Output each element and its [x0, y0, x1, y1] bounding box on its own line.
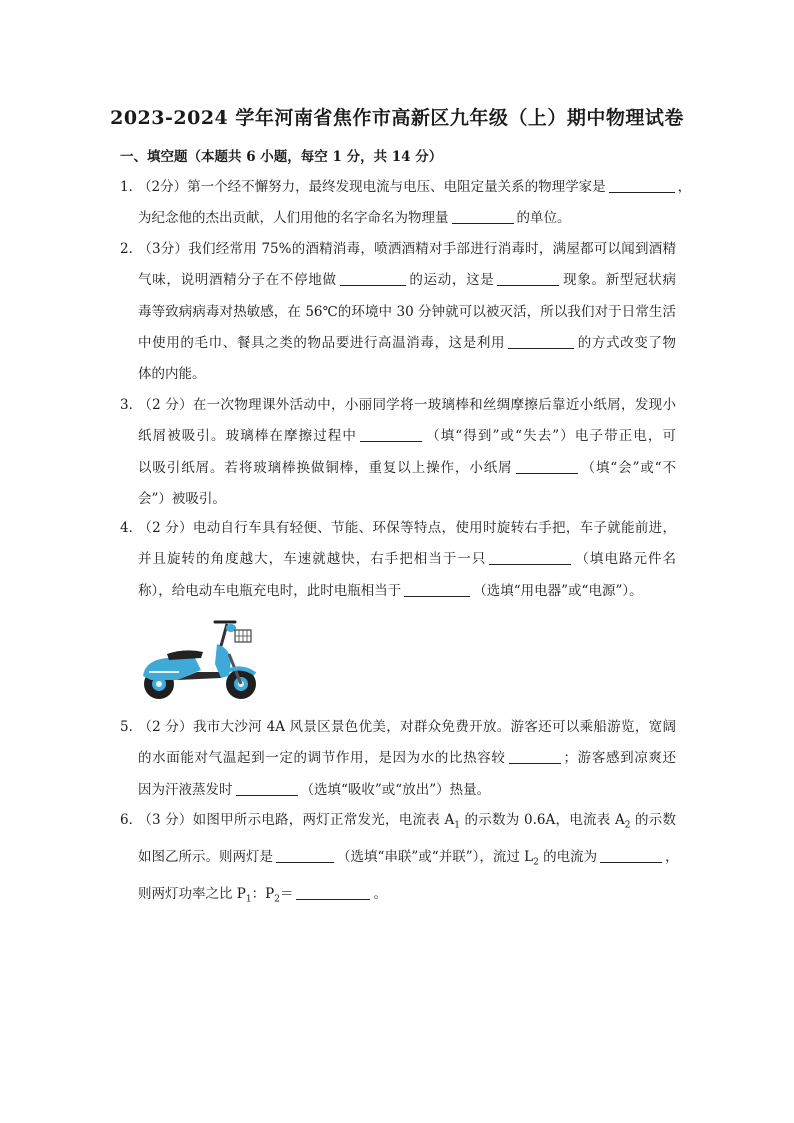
question-text: 的单位。	[516, 210, 571, 227]
question-text: 毒等致病病毒对热敏感，在 56℃的环境中 30 分钟就可以被灭活，所以我们对于日常生活	[138, 303, 676, 320]
section-header: 一、填空题（本题共 6 小题，每空 1 分，共 14 分）	[120, 149, 443, 165]
question-text: 纸屑被吸引。玻璃棒在摩擦过程中	[138, 428, 357, 445]
question-text: （填“会”或“不	[580, 459, 676, 476]
question-text: 称），给电动车电瓶充电时，此时电瓶相当于	[138, 582, 402, 599]
answer-blank[interactable]	[360, 426, 422, 442]
question-text: 则两灯功率之比 P	[138, 885, 246, 902]
answer-blank[interactable]	[497, 270, 559, 286]
question-text: 并且旋转的角度越大，车速就越快，右手把相当于一只	[138, 551, 487, 568]
question-4	[120, 513, 676, 607]
question-number: 3．	[120, 397, 143, 413]
question-text: 的电流为	[538, 848, 598, 865]
question-text: 体的内能。	[138, 366, 206, 383]
answer-blank[interactable]	[340, 270, 406, 286]
answer-blank[interactable]	[236, 780, 298, 796]
scooter-icon	[137, 614, 259, 704]
question-text: （选填“吸收”或“放出”）热量。	[300, 781, 491, 798]
question-number: 2．	[120, 241, 143, 257]
question-text: 的方式改变了物	[577, 334, 677, 351]
answer-blank[interactable]	[508, 333, 574, 349]
question-text: 中使用的毛巾、餐具之类的物品要进行高温消毒，这是利用	[138, 334, 506, 351]
page-title: 2023-2024 学年河南省焦作市高新区九年级（上）期中物理试卷	[110, 107, 684, 129]
question-number: 5．	[120, 719, 143, 735]
answer-blank[interactable]	[509, 748, 561, 764]
question-2	[120, 234, 676, 390]
question-text: （2 分）电动自行车具有轻便、节能、环保等特点，使用时旋转右手把，车子就能前进，	[138, 520, 676, 536]
question-text: 的示数	[630, 812, 677, 828]
question-text: （填电路元件名	[574, 551, 677, 568]
subscript: 2	[624, 820, 631, 831]
answer-blank[interactable]	[609, 177, 675, 193]
subscript: 2	[274, 894, 280, 905]
question-text: （选填“串联”或“并联”），流过 L	[337, 848, 534, 865]
question-text: （2 分）我市大沙河 4A 风景区景色优美，对群众免费开放。游客还可以乘船游览，宽阔	[138, 719, 676, 735]
question-text: 为纪念他的杰出贡献，人们用他的名字命名为物理量	[138, 210, 449, 227]
question-text: 因为汗液蒸发时	[138, 781, 233, 798]
question-number: 4．	[120, 520, 143, 536]
question-text: （3分）我们经常用 75%的酒精消毒，喷洒酒精对手部进行消毒时，满屋都可以闻到酒精	[138, 241, 676, 257]
answer-blank[interactable]	[489, 549, 571, 565]
question-text: 以吸引纸屑。若将玻璃棒换做铜棒，重复以上操作，小纸屑	[138, 459, 513, 476]
question-number: 6．	[120, 812, 143, 828]
answer-blank[interactable]	[296, 884, 370, 900]
answer-blank[interactable]	[276, 847, 334, 863]
question-text: （填“得到”或“失去”）电子带正电，可	[425, 428, 677, 445]
electric-scooter-image	[137, 614, 259, 704]
question-text: 气味，说明酒精分子在不停地做	[138, 272, 337, 289]
question-text: 会”）被吸引。	[138, 490, 226, 507]
question-text: ；游客感到凉爽还	[563, 750, 677, 767]
answer-blank[interactable]	[404, 581, 470, 597]
question-1	[120, 172, 692, 235]
question-text: ，	[665, 848, 679, 865]
question-text: （选填“用电器”或“电源”）。	[473, 582, 643, 599]
question-text: 的水面能对气温起到一定的调节作用，是因为水的比热容较	[138, 750, 506, 767]
question-text: 如图乙所示。则两灯是	[138, 848, 273, 865]
answer-blank[interactable]	[516, 458, 578, 474]
question-text: 现象。新型冠状病	[562, 272, 677, 289]
subscript: 1	[245, 894, 252, 905]
question-text: （2分）第一个经不懈努力，最终发现电流与电压、电阻定量关系的物理学家是	[138, 179, 606, 195]
question-number: 1．	[120, 179, 143, 195]
question-text: 的示数为 0.6A，电流表 A	[459, 812, 625, 828]
question-text: （2 分）在一次物理课外活动中，小丽同学将一玻璃棒和丝绸摩擦后靠近小纸屑，发现小	[138, 397, 676, 413]
question-text: ＝	[279, 885, 294, 902]
question-text: ：P	[251, 885, 275, 902]
question-text: 。	[373, 885, 387, 902]
answer-blank[interactable]	[600, 847, 662, 863]
subscript: 1	[454, 820, 460, 831]
answer-blank[interactable]	[452, 208, 514, 224]
question-6	[120, 805, 679, 916]
question-5	[120, 712, 676, 806]
question-text: ，	[677, 179, 692, 195]
subscript: 2	[533, 857, 539, 868]
question-3	[120, 390, 676, 515]
question-text: （3 分）如图甲所示电路，两灯正常发光，电流表 A	[138, 812, 455, 828]
question-text: 的运动，这是	[408, 272, 495, 289]
